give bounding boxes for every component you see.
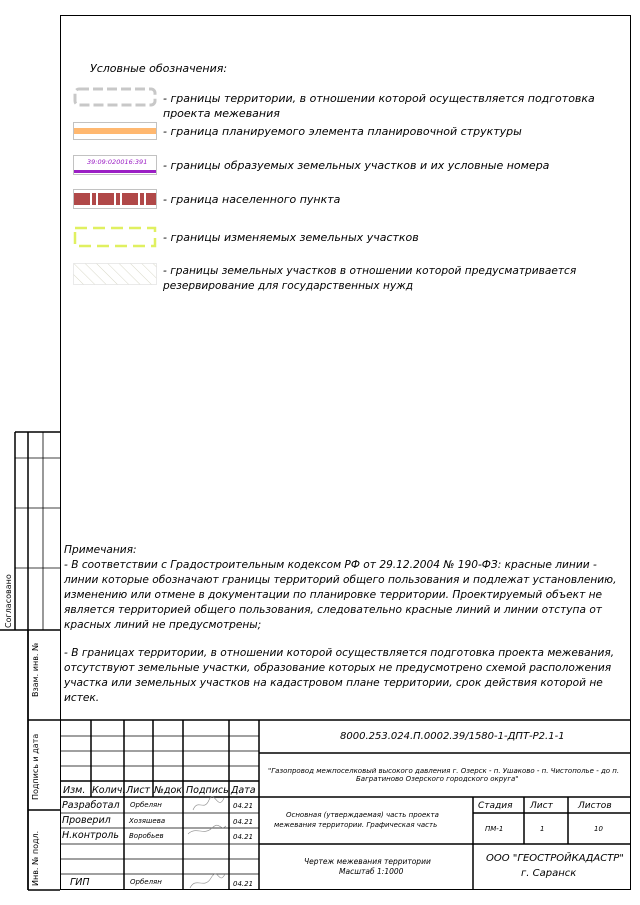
header-ndok: №док.	[154, 785, 186, 796]
header-izm: Изм.	[63, 785, 86, 796]
legend-text-formed-plots: - границы образуемых земельных участков и их условные номера	[163, 159, 550, 172]
sheet-value: 1	[540, 825, 545, 833]
side-label-inv-no: Инв. № подл.	[31, 830, 40, 886]
role-checker: Проверил	[62, 815, 111, 826]
side-label-sign-date: Подпись и дата	[31, 733, 40, 800]
project-name-line1: "Газопровод межпоселковый высокого давления г. Озерск - п. Ушаково - п. Чистополье - до п.	[268, 767, 620, 775]
role-developer: Разработал	[62, 800, 120, 811]
date-developer: 04.21	[233, 802, 254, 810]
side-label-replace-inv: Взам. инв. №	[31, 642, 40, 697]
stage-label: Стадия	[478, 801, 513, 811]
date-norm-control: 04.21	[233, 833, 254, 841]
section-name-line1: Основная (утверждаемая) часть проекта	[286, 811, 439, 819]
name-chief-engineer: Орбелян	[130, 878, 162, 886]
header-data: Дата	[231, 785, 256, 796]
date-chief-engineer: 04.21	[233, 880, 254, 888]
drawing-title: Чертеж межевания территории	[304, 857, 431, 866]
notes-heading: Примечания:	[64, 544, 137, 556]
sheets-label: Листов	[578, 801, 612, 811]
name-norm-control: Воробьев	[129, 832, 164, 840]
company-city: г. Саранск	[521, 868, 577, 879]
company-name: ООО "ГЕОСТРОЙКАДАСТР"	[486, 853, 624, 864]
notes-paragraph-1: - В соответствии с Градостроительным кодексом РФ от 29.12.2004 № 190-ФЗ: красные линии - линии которые обозначают границы территорий общего пользования и подлежат установлению, изменению или отмене в документации по планировке территории. Проектируемый объект не является территорией общего пользования, следовательно красные линий и линии отступа от красных линий не предусмотрены;	[64, 559, 617, 631]
role-chief-engineer: ГИП	[70, 877, 90, 888]
sheets-value: 10	[594, 825, 603, 833]
stage-value: ПМ-1	[485, 825, 504, 833]
header-podpis: Подпись	[186, 785, 229, 796]
legend-text-changed-plots: - границы изменяемых земельных участков	[163, 231, 419, 244]
name-developer: Орбелян	[130, 801, 162, 809]
role-norm-control: Н.контроль	[62, 830, 119, 841]
document-code: 8000.253.024.П.0002.39/1580-1-ДПТ-Р2.1-1	[340, 731, 565, 742]
section-name-line2: межевания территории. Графическая часть	[274, 821, 438, 829]
legend-text-settlement: - граница населенного пункта	[163, 193, 341, 206]
header-kolich: Колич.	[92, 785, 126, 796]
legend-title: Условные обозначения:	[90, 62, 228, 75]
sheet-label: Лист	[530, 801, 553, 811]
date-checker: 04.21	[233, 818, 254, 826]
drawing-scale: Масштаб 1:1000	[339, 867, 404, 876]
project-name-line2: Багратиново Озерского городского округа"	[356, 775, 519, 783]
header-list: Лист	[126, 785, 151, 796]
notes-paragraph-2: - В границах территории, в отношении которой осуществляется подготовка проекта межевания, отсутствуют земельные участки, образование которых не предусмотрено схемой расположения участка или земельных участков на кадастровом плане территории, срок действия которой не истек.	[64, 647, 615, 704]
legend-text-reserved-plots: - границы земельных участков в отношении которой предусматривается резервирование для государственных нужд	[163, 265, 577, 292]
side-label-agreed: Согласовано	[4, 574, 13, 628]
legend-text-planning-element: - граница планируемого элемента планировочной структуры	[163, 125, 522, 138]
legend-text-territory-border: - границы территории, в отношении которой осуществляется подготовка проекта межевания	[163, 92, 595, 120]
legend-sample-plot-number: 39:09:020016:391	[87, 158, 148, 166]
name-checker: Хозяшева	[129, 817, 166, 825]
